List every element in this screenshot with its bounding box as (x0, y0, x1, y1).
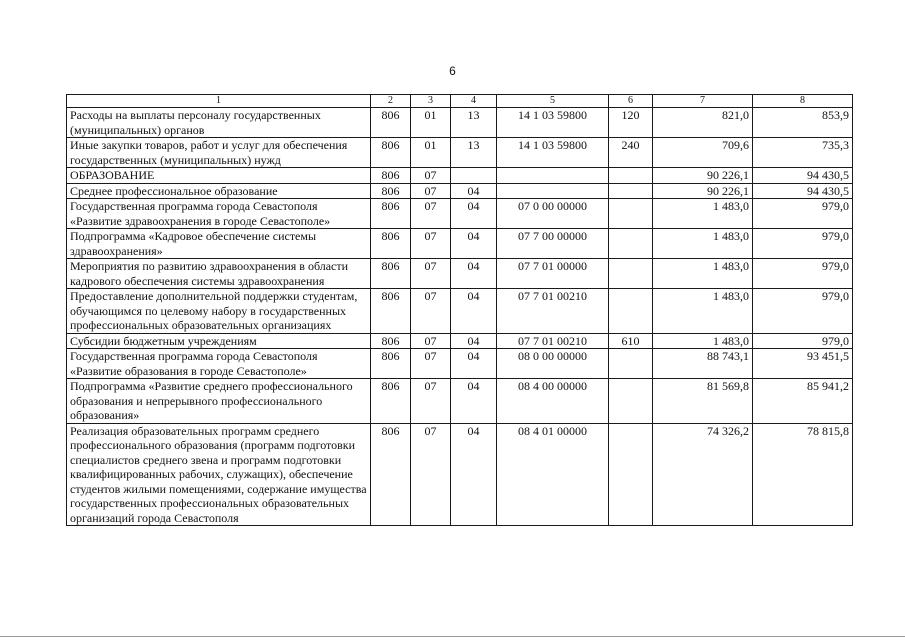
table-cell: 07 7 01 00210 (497, 289, 609, 334)
table-row (67, 168, 853, 184)
table-row (67, 423, 853, 526)
table-row (67, 199, 853, 229)
table-cell: 08 4 01 00000 (497, 423, 609, 526)
column-header: 3 (411, 95, 451, 108)
table-cell: 979,0 (753, 199, 853, 229)
table-cell: 07 0 00 00000 (497, 199, 609, 229)
table-cell: 806 (371, 423, 411, 526)
table-cell: 806 (371, 259, 411, 289)
table-cell: Реализация образовательных программ среднего профессионального образования (программ подготовки специалистов среднего звена и программ подготовки квалифицированных рабочих, служащих), обеспечение студентов жилыми помещениями, содержание имущества государственных профессиональных образовательных организаций города Севастополя (67, 423, 371, 526)
table-cell (609, 229, 653, 259)
table-cell: 979,0 (753, 333, 853, 349)
table-cell: 806 (371, 108, 411, 138)
table-cell: 07 (411, 183, 451, 199)
column-header: 4 (451, 95, 497, 108)
page-edge-line (0, 636, 905, 637)
table-row (67, 183, 853, 199)
table-cell: 81 569,8 (653, 379, 753, 424)
table-cell: 88 743,1 (653, 349, 753, 379)
table-cell: Субсидии бюджетным учреждениям (67, 333, 371, 349)
table-cell: 04 (451, 333, 497, 349)
table-cell: 07 7 01 00000 (497, 259, 609, 289)
table-row (67, 349, 853, 379)
table-row (67, 333, 853, 349)
table-header-row (67, 95, 853, 108)
table-cell: 709,6 (653, 138, 753, 168)
table-cell: Расходы на выплаты персоналу государственных (муниципальных) органов (67, 108, 371, 138)
table-cell: 90 226,1 (653, 168, 753, 184)
table-cell: Иные закупки товаров, работ и услуг для обеспечения государственных (муниципальных) нужд (67, 138, 371, 168)
table-cell: 821,0 (653, 108, 753, 138)
table-cell: 806 (371, 138, 411, 168)
table-cell (609, 379, 653, 424)
table-cell (609, 168, 653, 184)
table-cell: 07 7 01 00210 (497, 333, 609, 349)
table-cell: 01 (411, 108, 451, 138)
table-cell (609, 259, 653, 289)
table-cell: Предоставление дополнительной поддержки студентам, обучающимся по целевому набору в государственных профессиональных образовательных организациях (67, 289, 371, 334)
table-cell: 806 (371, 333, 411, 349)
budget-table (66, 94, 853, 526)
table-cell: 07 (411, 259, 451, 289)
table-row (67, 259, 853, 289)
table-cell: 240 (609, 138, 653, 168)
table-cell: 07 (411, 289, 451, 334)
table-cell: 85 941,2 (753, 379, 853, 424)
table-cell: 979,0 (753, 289, 853, 334)
table-cell (609, 199, 653, 229)
table-cell: 13 (451, 108, 497, 138)
table-cell (609, 423, 653, 526)
table-row (67, 379, 853, 424)
table-cell: 04 (451, 379, 497, 424)
table-cell (451, 168, 497, 184)
table-cell: 13 (451, 138, 497, 168)
table-row (67, 138, 853, 168)
table-cell: 610 (609, 333, 653, 349)
table-cell: 806 (371, 229, 411, 259)
table-cell (609, 289, 653, 334)
table-cell: 14 1 03 59800 (497, 138, 609, 168)
column-header: 8 (753, 95, 853, 108)
table-cell: Мероприятия по развитию здравоохранения в области кадрового обеспечения системы здравоохранения (67, 259, 371, 289)
table-cell: 07 7 00 00000 (497, 229, 609, 259)
table-cell: 07 (411, 423, 451, 526)
column-header: 2 (371, 95, 411, 108)
table-row (67, 108, 853, 138)
table-cell: 04 (451, 229, 497, 259)
table-cell (609, 183, 653, 199)
table-cell: 78 815,8 (753, 423, 853, 526)
table-cell: 07 (411, 379, 451, 424)
table-cell: 07 (411, 168, 451, 184)
column-header: 7 (653, 95, 753, 108)
table-cell: 04 (451, 349, 497, 379)
table-cell: Государственная программа города Севастополя «Развитие образования в городе Севастополе» (67, 349, 371, 379)
table-cell: 1 483,0 (653, 229, 753, 259)
table-cell: ОБРАЗОВАНИЕ (67, 168, 371, 184)
table-cell: 08 4 00 00000 (497, 379, 609, 424)
table-cell: Подпрограмма «Кадровое обеспечение системы здравоохранения» (67, 229, 371, 259)
table-cell: Подпрограмма «Развитие среднего профессионального образования и непрерывного профессионального образования» (67, 379, 371, 424)
table-cell: 04 (451, 423, 497, 526)
table-cell: 806 (371, 289, 411, 334)
table-cell: 04 (451, 183, 497, 199)
table-cell (497, 183, 609, 199)
table-row (67, 289, 853, 334)
table-cell: 1 483,0 (653, 199, 753, 229)
table-cell: 04 (451, 289, 497, 334)
table-cell: 120 (609, 108, 653, 138)
table-cell: 806 (371, 183, 411, 199)
column-header: 1 (67, 95, 371, 108)
table-cell: 14 1 03 59800 (497, 108, 609, 138)
table-cell: 90 226,1 (653, 183, 753, 199)
table-body (67, 108, 853, 526)
table-cell: 806 (371, 349, 411, 379)
table-cell: 93 451,5 (753, 349, 853, 379)
table-cell: 1 483,0 (653, 259, 753, 289)
table-cell (609, 349, 653, 379)
table-cell (497, 168, 609, 184)
table-cell: 94 430,5 (753, 168, 853, 184)
table-cell: 01 (411, 138, 451, 168)
table-cell: 806 (371, 199, 411, 229)
table-cell: 735,3 (753, 138, 853, 168)
table-cell: 07 (411, 333, 451, 349)
table-cell: 979,0 (753, 259, 853, 289)
table-cell: 07 (411, 349, 451, 379)
table-cell: 806 (371, 168, 411, 184)
table-cell: 07 (411, 199, 451, 229)
table-cell: 07 (411, 229, 451, 259)
table-cell: 08 0 00 00000 (497, 349, 609, 379)
page-number: 6 (449, 64, 456, 78)
table-cell: 04 (451, 199, 497, 229)
table-row (67, 229, 853, 259)
table-cell: 979,0 (753, 229, 853, 259)
column-header: 5 (497, 95, 609, 108)
table-cell: Среднее профессиональное образование (67, 183, 371, 199)
table-cell: Государственная программа города Севастополя «Развитие здравоохранения в городе Севастополе» (67, 199, 371, 229)
table-cell: 1 483,0 (653, 333, 753, 349)
column-header: 6 (609, 95, 653, 108)
table-cell: 853,9 (753, 108, 853, 138)
table-cell: 1 483,0 (653, 289, 753, 334)
table-cell: 74 326,2 (653, 423, 753, 526)
table-cell: 04 (451, 259, 497, 289)
table-cell: 806 (371, 379, 411, 424)
table-cell: 94 430,5 (753, 183, 853, 199)
